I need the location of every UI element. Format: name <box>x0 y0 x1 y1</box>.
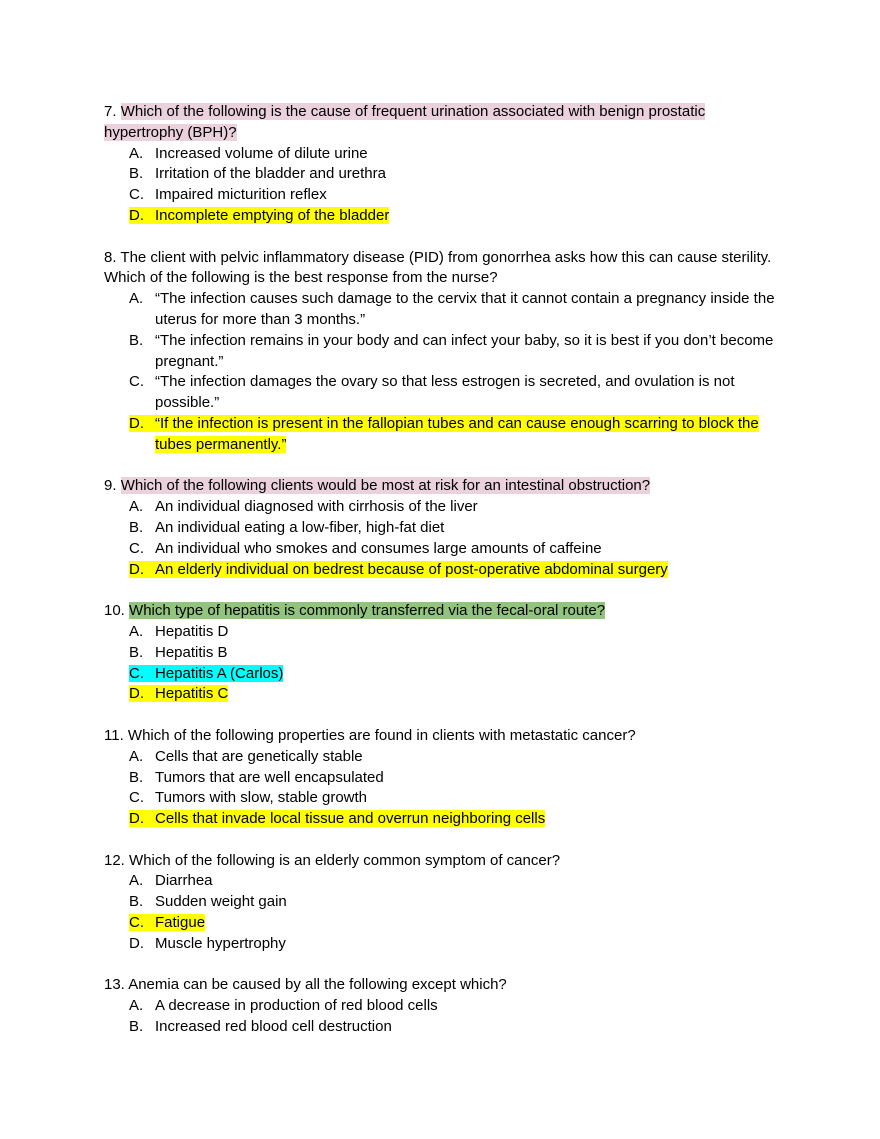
option-letter: B. <box>129 893 144 911</box>
option-letter: D. <box>129 206 144 224</box>
answer-option <box>104 622 780 643</box>
option-text: A decrease in production of red blood cells <box>155 997 438 1015</box>
option-letter: C. <box>129 186 144 204</box>
option-letter: A. <box>129 872 144 890</box>
option-text: Muscle hypertrophy <box>155 934 286 952</box>
option-text: Incomplete emptying of the bladder <box>155 206 390 224</box>
question-number: 10. <box>104 602 125 620</box>
answer-option <box>104 809 780 830</box>
answer-option <box>104 497 780 518</box>
question-number: 12. <box>104 851 125 869</box>
answer-option <box>104 643 780 664</box>
option-letter: A. <box>129 997 144 1015</box>
answer-option <box>104 164 780 185</box>
option-letter: D. <box>129 934 144 952</box>
question-text <box>104 851 780 872</box>
option-letter: C. <box>129 789 144 807</box>
option-text: An individual who smokes and consumes large amounts of caffeine <box>155 539 602 557</box>
question-prompt: The client with pelvic inflammatory disease (PID) from gonorrhea asks how this can cause sterility. Which of the following is the best response from the nurse? <box>104 248 772 287</box>
option-text: Cells that invade local tissue and overrun neighboring cells <box>155 810 546 828</box>
question-number: 11. <box>104 726 124 744</box>
question-13 <box>104 975 780 1037</box>
answer-option <box>104 747 780 768</box>
question-number: 8. <box>104 248 117 266</box>
answer-option <box>104 1017 780 1038</box>
question-12 <box>104 851 780 955</box>
option-letter: A. <box>129 622 144 640</box>
option-letter: A. <box>129 498 144 516</box>
question-10 <box>104 601 780 705</box>
option-text: Tumors that are well encapsulated <box>155 768 384 786</box>
question-text <box>104 102 780 144</box>
question-prompt: Which type of hepatitis is commonly transferred via the fecal-oral route? <box>129 602 606 620</box>
answer-option <box>104 144 780 165</box>
option-letter: D. <box>129 810 144 828</box>
option-letter: B. <box>129 518 144 536</box>
option-letter: B. <box>129 768 144 786</box>
option-letter: B. <box>129 331 144 349</box>
option-text: Impaired micturition reflex <box>155 186 327 204</box>
option-text: An individual diagnosed with cirrhosis of the liver <box>155 498 478 516</box>
question-9 <box>104 476 780 580</box>
question-8 <box>104 248 780 456</box>
document-page <box>104 102 780 1059</box>
answer-option <box>104 539 780 560</box>
answer-option <box>104 871 780 892</box>
option-text: Cells that are genetically stable <box>155 747 363 765</box>
option-letter: C. <box>129 373 144 391</box>
option-text: Sudden weight gain <box>155 893 287 911</box>
answer-option <box>104 913 780 934</box>
option-letter: B. <box>129 165 144 183</box>
question-number: 9. <box>104 477 117 495</box>
option-text: An individual eating a low-fiber, high-fat diet <box>155 518 445 536</box>
option-text: Hepatitis C <box>155 685 229 703</box>
option-letter: C. <box>129 664 144 682</box>
question-text <box>104 726 780 747</box>
answer-option <box>104 185 780 206</box>
option-text: Hepatitis B <box>155 643 228 661</box>
option-text: Tumors with slow, stable growth <box>155 789 368 807</box>
option-text: “If the infection is present in the fallopian tubes and can cause enough scarring to block the tubes permanently.” <box>155 414 759 453</box>
answer-option <box>104 664 780 685</box>
answer-option <box>104 996 780 1017</box>
question-text <box>104 975 780 996</box>
answer-option <box>104 788 780 809</box>
option-letter: A. <box>129 747 144 765</box>
question-prompt: Anemia can be caused by all the following except which? <box>128 976 507 994</box>
question-prompt: Which of the following clients would be most at risk for an intestinal obstruction? <box>120 477 651 495</box>
option-letter: A. <box>129 144 144 162</box>
option-text: “The infection causes such damage to the cervix that it cannot contain a pregnancy inside the uterus for more than 3 months.” <box>155 290 775 328</box>
option-text: Increased red blood cell destruction <box>155 1018 392 1036</box>
question-prompt: Which of the following is the cause of frequent urination associated with benign prostatic hypertrophy (BPH)? <box>104 103 706 141</box>
option-text: Diarrhea <box>155 872 213 890</box>
question-text <box>104 248 780 290</box>
answer-option <box>104 934 780 955</box>
option-letter: B. <box>129 643 144 661</box>
option-letter: D. <box>129 414 144 432</box>
option-text: An elderly individual on bedrest because of post-operative abdominal surgery <box>155 560 668 578</box>
option-letter: A. <box>129 290 144 308</box>
answer-option <box>104 289 780 331</box>
answer-option <box>104 560 780 581</box>
option-text: Fatigue <box>155 914 206 932</box>
answer-option <box>104 372 780 414</box>
question-number: 13. <box>104 976 125 994</box>
option-text: “The infection damages the ovary so that less estrogen is secreted, and ovulation is not possible.” <box>155 373 735 412</box>
option-letter: D. <box>129 560 144 578</box>
question-prompt: Which of the following properties are found in clients with metastatic cancer? <box>127 726 636 744</box>
option-letter: C. <box>129 539 144 557</box>
answer-option <box>104 892 780 913</box>
answer-option <box>104 331 780 373</box>
answer-option <box>104 518 780 539</box>
answer-option <box>104 414 780 456</box>
answer-option <box>104 206 780 227</box>
option-letter: B. <box>129 1018 144 1036</box>
question-11 <box>104 726 780 830</box>
question-text <box>104 601 780 622</box>
option-text: Hepatitis A (Carlos) <box>155 664 284 682</box>
option-text: Increased volume of dilute urine <box>155 144 368 162</box>
option-text: Irritation of the bladder and urethra <box>155 165 386 183</box>
answer-option <box>104 684 780 705</box>
question-number: 7. <box>104 103 117 120</box>
question-prompt: Which of the following is an elderly common symptom of cancer? <box>129 851 561 869</box>
option-text: “The infection remains in your body and can infect your baby, so it is best if you don’t become pregnant.” <box>155 331 774 370</box>
answer-option <box>104 768 780 789</box>
question-7 <box>104 102 780 227</box>
option-letter: D. <box>129 685 144 703</box>
question-text <box>104 476 780 497</box>
option-letter: C. <box>129 914 144 932</box>
option-text: Hepatitis D <box>155 622 229 640</box>
